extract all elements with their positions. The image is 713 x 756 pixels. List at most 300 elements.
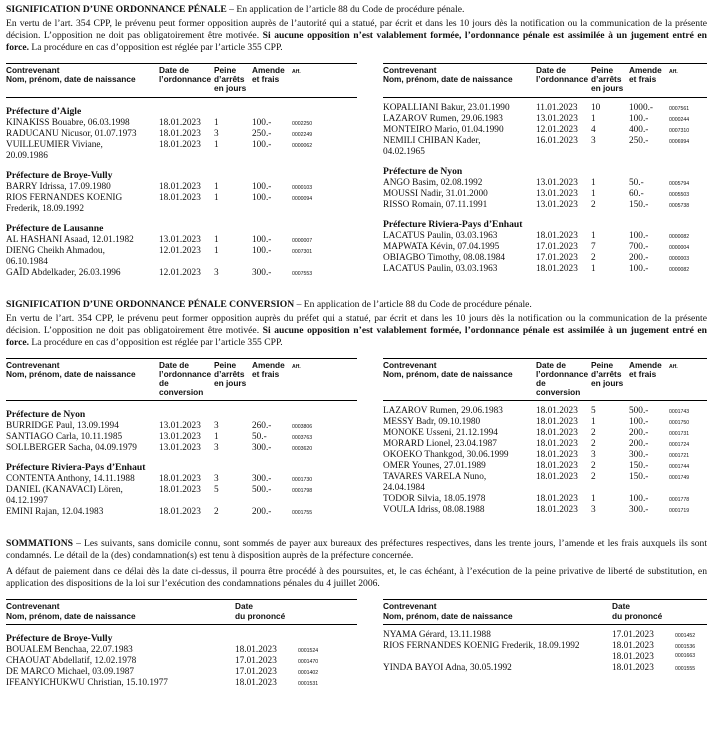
cell-amende: 500.- — [252, 485, 272, 496]
cell-peine: 1 — [214, 181, 219, 192]
cell-amende: 300.- — [252, 443, 272, 454]
cell-peine: 1 — [214, 245, 219, 256]
prefecture-heading: Préfecture de Broye-Vully — [6, 169, 113, 181]
cell-peine: 5 — [214, 485, 219, 496]
table-header — [6, 359, 357, 398]
cell-peine: 1 — [214, 139, 219, 150]
header-rule — [6, 624, 357, 625]
cell-aff: 0007301 — [292, 248, 313, 255]
header-peine: Peine d’arrêts en jours — [214, 65, 247, 94]
cell-aff: 0007310 — [669, 127, 690, 134]
cell-date: 12.01.2023 — [159, 245, 201, 256]
prefecture-heading: Préfecture de Nyon — [6, 409, 86, 421]
table-row — [6, 140, 357, 162]
cell-aff: 0006994 — [669, 138, 690, 145]
cell-aff: 0001798 — [292, 488, 313, 495]
table-header — [6, 64, 357, 94]
cell-contrevenant: GAÏD Abdelkader, 26.03.1996 — [6, 267, 121, 278]
section-subtitle: – En application de l’article 88 du Code de procédure pénale. — [294, 298, 532, 310]
cell-peine: 1 — [591, 113, 596, 124]
table-row — [383, 439, 707, 450]
cell-contrevenant: NYAMA Gérard, 13.11.1988 — [383, 629, 491, 640]
table-row — [383, 103, 707, 114]
cell-peine: 1 — [591, 188, 596, 199]
cell-contrevenant: BARRY Idrissa, 17.09.1980 — [6, 181, 111, 192]
cell-peine: 2 — [591, 439, 596, 450]
table-row — [6, 421, 357, 432]
cell-contrevenant: LACATUS Paulin, 03.03.1963 — [383, 263, 498, 274]
cell-date: 18.01.2023 — [536, 406, 578, 417]
header-date: Date du prononcé — [235, 601, 286, 621]
section-ordonnance-conversion — [6, 299, 707, 519]
prefecture-heading: Préfecture d’Aigle — [6, 105, 82, 117]
cell-contrevenant: LAZAROV Rumen, 29.06.1983 — [383, 406, 503, 417]
table-row — [6, 432, 357, 443]
cell-date: 13.01.2023 — [536, 177, 578, 188]
cell-amende: 250.- — [629, 135, 649, 146]
cell-date: 18.01.2023 — [159, 128, 201, 139]
cell-contrevenant: KINAKISS Bouabre, 06.03.1998 — [6, 117, 130, 128]
header-amende: Amende et frais — [629, 359, 662, 379]
cell-contrevenant: RADUCANU Nicusor, 01.07.1973 — [6, 128, 137, 139]
header-aff: Aff. — [669, 363, 678, 370]
prefecture-heading: Préfecture Riviera-Pays d’Enhaut — [6, 462, 146, 474]
cell-amende: 100.- — [252, 192, 272, 203]
table-row — [6, 656, 357, 667]
table-row — [6, 235, 357, 246]
cell-aff: 0000004 — [669, 244, 690, 251]
cell-contrevenant: TODOR Silvia, 18.05.1978 — [383, 494, 486, 505]
header-contrevenant: Contrevenant Nom, prénom, date de naissance — [6, 601, 136, 621]
intro-text: En vertu de l’art. 354 CPP, le prévenu peut former opposition auprès du préfet qui a statué, par écrit et dans les 10 jours dès la notification ou la communication de la présente décision. L’opposition ne doit pas obligatoirement être motivée. — [6, 312, 707, 336]
cell-peine: 2 — [591, 472, 596, 483]
cell-amende: 100.- — [629, 230, 649, 241]
cell-aff: 0001731 — [669, 431, 690, 438]
cell-peine: 4 — [591, 124, 596, 135]
cell-contrevenant: OMER Younes, 27.01.1989 — [383, 461, 486, 472]
cell-amende: 700.- — [629, 241, 649, 252]
header-peine: Peine d’arrêts en jours — [591, 65, 624, 94]
section-title: SOMMATIONS — [6, 538, 73, 550]
section-subtitle: – En application de l’article 88 du Code de procédure pénale. — [226, 4, 465, 15]
cell-date: 18.01.2023 — [159, 507, 201, 518]
cell-amende: 100.- — [252, 181, 272, 192]
cell-contrevenant: MORARD Lionel, 23.04.1987 — [383, 439, 497, 450]
cell-date: 12.01.2023 — [159, 267, 201, 278]
cell-date: 17.01.2023 — [536, 241, 578, 252]
cell-amende: 100.- — [252, 117, 272, 128]
cell-amende: 200.- — [629, 428, 649, 439]
cell-aff: 0001721 — [669, 453, 690, 460]
header-peine: Peine d’arrêts en jours — [591, 359, 624, 389]
table-row — [6, 507, 357, 518]
table-left — [6, 599, 357, 688]
cell-contrevenant: MONOKE Usseni, 21.12.1994 — [383, 428, 498, 439]
cell-contrevenant: MONTEIRO Mario, 01.04.1990 — [383, 124, 504, 135]
table-right — [383, 63, 707, 279]
cell-amende: 250.- — [252, 128, 272, 139]
cell-contrevenant: ANGO Basim, 02.08.1992 — [383, 177, 483, 188]
cell-amende: 100.- — [252, 139, 272, 150]
table-row — [6, 182, 357, 193]
cell-aff: 0002249 — [292, 131, 313, 138]
cell-aff: 0001524 — [298, 647, 319, 654]
cell-date: 18.01.2023 — [536, 472, 578, 483]
cell-peine: 2 — [591, 428, 596, 439]
cell-aff: 0001452 — [675, 632, 696, 639]
cell-aff: 0003763 — [292, 435, 313, 442]
cell-amende: 150.- — [629, 472, 649, 483]
cell-aff: 0005738 — [669, 202, 690, 209]
cell-date: 16.01.2023 — [536, 135, 578, 146]
cell-peine: 3 — [214, 267, 219, 278]
cell-contrevenant: IFEANYICHUKWU Christian, 15.10.1977 — [6, 677, 168, 688]
table-row — [6, 246, 357, 268]
cell-date: 18.01.2023 — [536, 263, 578, 274]
intro-text-end: La procédure en cas d’opposition est réglée par l’article 355 CPP. — [29, 42, 283, 53]
prefecture-heading: Préfecture de Nyon — [383, 165, 463, 177]
table-row — [383, 189, 707, 200]
section-heading — [6, 4, 707, 16]
cell-date: 13.01.2023 — [159, 443, 201, 454]
cell-amende: 100.- — [629, 494, 649, 505]
cell-contrevenant: KOPALLIANI Bakur, 23.01.1990 — [383, 102, 510, 113]
cell-aff: 0001724 — [669, 442, 690, 449]
cell-date: 18.01.2023 — [235, 644, 277, 655]
cell-aff: 0001719 — [669, 508, 690, 515]
cell-aff: 0003620 — [292, 446, 313, 453]
cell-aff: 0001744 — [669, 464, 690, 471]
cell-date: 18.01.2023 — [536, 505, 578, 516]
header-amende: Amende et frais — [252, 65, 285, 85]
section-heading — [6, 299, 707, 311]
cell-peine: 3 — [591, 450, 596, 461]
table-row — [383, 253, 707, 264]
cell-date: 13.01.2023 — [159, 432, 201, 443]
intro-text-end: La procédure en cas d’opposition est réglée par l’article 355 CPP. — [29, 336, 283, 348]
table-header — [383, 64, 707, 94]
header-date: Date de l’ordonnance de conversion — [536, 359, 589, 398]
table-header — [383, 600, 707, 620]
header-amende: Amende et frais — [629, 65, 662, 85]
cell-peine: 7 — [591, 241, 596, 252]
cell-date: 17.01.2023 — [235, 666, 277, 677]
cell-amende: 50.- — [629, 177, 644, 188]
section-title: SIGNIFICATION D’UNE ORDONNANCE PÉNALE CONVERSION — [6, 298, 295, 310]
cell-amende: 300.- — [629, 505, 649, 516]
cell-aff: 0005503 — [669, 191, 690, 198]
cell-aff: 0000244 — [669, 116, 690, 123]
table-row — [6, 193, 357, 215]
table-row — [383, 663, 707, 674]
notice-page — [6, 4, 707, 689]
cell-contrevenant: OBIAGBO Timothy, 08.08.1984 — [383, 252, 506, 263]
cell-date: 18.01.2023 — [159, 192, 201, 203]
cell-date: 18.01.2023 18.01.2023 — [612, 640, 654, 662]
cell-aff: 0001730 — [292, 477, 313, 484]
section-intro — [6, 313, 707, 349]
cell-peine: 3 — [591, 505, 596, 516]
cell-contrevenant: AL HASHANI Asaad, 12.01.1982 — [6, 234, 134, 245]
prefecture-heading: Préfecture de Lausanne — [6, 222, 104, 234]
cell-date: 18.01.2023 — [159, 181, 201, 192]
cell-date: 18.01.2023 — [159, 117, 201, 128]
header-rule — [6, 400, 357, 401]
cell-contrevenant: MOUSSI Nadir, 31.01.2000 — [383, 188, 488, 199]
cell-aff: 0001743 — [669, 409, 690, 416]
table-header — [6, 600, 357, 620]
header-date: Date de l’ordonnance — [159, 65, 212, 85]
cell-peine: 1 — [591, 263, 596, 274]
table-row — [6, 443, 357, 454]
cell-contrevenant: BOUALEM Benchaa, 22.07.1983 — [6, 644, 133, 655]
cell-aff: 0000003 — [669, 255, 690, 262]
cell-peine: 3 — [214, 421, 219, 432]
header-date: Date de l’ordonnance de conversion — [159, 359, 212, 398]
header-amende: Amende et frais — [252, 359, 285, 379]
cell-aff: 0000094 — [292, 195, 313, 202]
cell-date: 18.01.2023 — [536, 439, 578, 450]
header-aff: Aff. — [669, 69, 678, 75]
section-sommations — [6, 538, 707, 688]
cell-date: 13.01.2023 — [536, 188, 578, 199]
cell-peine: 10 — [591, 102, 601, 113]
cell-contrevenant: CHAOUAT Abdellatif, 12.02.1978 — [6, 655, 137, 666]
cell-amende: 200.- — [252, 507, 272, 518]
header-date: Date de l’ordonnance — [536, 65, 589, 85]
cell-amende: 50.- — [252, 432, 267, 443]
cell-peine: 3 — [214, 128, 219, 139]
cell-contrevenant: VUILLEUMIER Viviane, 20.09.1986 — [6, 139, 103, 161]
cell-peine: 1 — [214, 234, 219, 245]
cell-peine: 2 — [591, 252, 596, 263]
cell-contrevenant: CONTENTA Anthony, 14.11.1988 — [6, 474, 135, 485]
cell-date: 13.01.2023 — [536, 199, 578, 210]
table-columns — [6, 599, 707, 688]
cell-amende: 300.- — [629, 450, 649, 461]
cell-peine: 2 — [591, 461, 596, 472]
table-row — [383, 472, 707, 494]
section-ordonnance-penale — [6, 4, 707, 279]
table-row — [383, 428, 707, 439]
cell-peine: 2 — [214, 507, 219, 518]
cell-contrevenant: LACATUS Paulin, 03.03.1963 — [383, 230, 498, 241]
table-row — [383, 242, 707, 253]
cell-contrevenant: TAVARES VARELA Nuno, 24.04.1984 — [383, 472, 487, 494]
cell-peine: 1 — [591, 417, 596, 428]
cell-amende: 100.- — [252, 234, 272, 245]
table-row — [383, 178, 707, 189]
table-row — [383, 200, 707, 211]
table-row — [6, 667, 357, 678]
cell-aff: 0001531 — [298, 680, 319, 687]
cell-peine: 3 — [214, 443, 219, 454]
cell-contrevenant: RIOS FERNANDES KOENIG Frederik, 18.09.1992 — [6, 192, 123, 214]
cell-amende: 200.- — [629, 439, 649, 450]
section-title: SIGNIFICATION D’UNE ORDONNANCE PÉNALE — [6, 4, 227, 15]
cell-amende: 300.- — [252, 267, 272, 278]
cell-date: 13.01.2023 — [536, 113, 578, 124]
cell-contrevenant: RIOS FERNANDES KOENIG Frederik, 18.09.1992 — [383, 640, 580, 651]
cell-peine: 1 — [591, 494, 596, 505]
cell-amende: 150.- — [629, 199, 649, 210]
table-left — [6, 358, 357, 519]
cell-date: 18.01.2023 — [536, 428, 578, 439]
header-rule — [6, 97, 357, 98]
cell-aff: 0000082 — [669, 266, 690, 273]
cell-amende: 260.- — [252, 421, 272, 432]
cell-amende: 100.- — [252, 245, 272, 256]
cell-peine: 1 — [214, 117, 219, 128]
table-row — [383, 136, 707, 158]
cell-date: 18.01.2023 — [159, 485, 201, 496]
cell-peine: 1 — [214, 432, 219, 443]
table-row — [6, 474, 357, 485]
cell-contrevenant: LAZAROV Rumen, 29.06.1983 — [383, 113, 503, 124]
section-intro: A défaut de paiement dans ce délai dès la date ci-dessus, il pourra être procédé à des poursuites, et, le cas échéant, à l’exécution de la peine privative de liberté de substitution, en application des dispositions de la loi sur l’exécution des condamnations pénales du 4 juillet 2006. — [6, 566, 707, 590]
cell-amende: 200.- — [629, 252, 649, 263]
cell-date: 11.01.2023 — [536, 102, 578, 113]
cell-contrevenant: VOULA Idriss, 08.08.1988 — [383, 505, 485, 516]
cell-contrevenant: DIENG Cheikh Ahmadou, 06.10.1984 — [6, 245, 105, 267]
cell-contrevenant: DE MARCO Michael, 03.09.1987 — [6, 666, 135, 677]
cell-contrevenant: MESSY Badr, 09.10.1980 — [383, 417, 481, 428]
cell-aff: 0000103 — [292, 184, 313, 191]
cell-peine: 1 — [214, 192, 219, 203]
cell-aff: 0007561 — [669, 105, 690, 112]
table-columns — [6, 63, 707, 279]
cell-amende: 1000.- — [629, 102, 654, 113]
cell-aff: 0001749 — [669, 475, 690, 482]
cell-contrevenant: MAPWATA Kévin, 07.04.1995 — [383, 241, 500, 252]
cell-aff: 0001750 — [669, 420, 690, 427]
cell-aff: 0003806 — [292, 424, 313, 431]
cell-aff: 0000062 — [292, 142, 313, 149]
cell-date: 18.01.2023 — [536, 461, 578, 472]
table-row — [383, 231, 707, 242]
cell-peine: 3 — [591, 135, 596, 146]
table-row — [6, 268, 357, 279]
cell-aff: 0000082 — [669, 233, 690, 240]
cell-aff: 0005794 — [669, 180, 690, 187]
header-contrevenant: Contrevenant Nom, prénom, date de naissance — [383, 601, 513, 621]
intro-text: En vertu de l’art. 354 CPP, le prévenu peut former opposition auprès de l’autorité qui a statué, par écrit et dans les 10 jours dès la notification ou la communication de la présente décision. L’opposition ne doit pas obligatoirement être motivée. — [6, 18, 707, 41]
table-row — [383, 417, 707, 428]
table-row — [383, 494, 707, 505]
table-header — [383, 359, 707, 398]
cell-contrevenant: DANIEL (KANAVACI) Lören, 04.12.1997 — [6, 485, 123, 507]
cell-contrevenant: SOLLBERGER Sacha, 04.09.1979 — [6, 443, 137, 454]
table-columns — [6, 358, 707, 519]
cell-amende: 60.- — [629, 188, 644, 199]
cell-aff: 0001555 — [675, 665, 696, 672]
table-left — [6, 63, 357, 279]
cell-aff: 0000007 — [292, 237, 313, 244]
cell-date: 18.01.2023 — [536, 417, 578, 428]
cell-aff: 0001778 — [669, 497, 690, 504]
cell-amende: 150.- — [629, 461, 649, 472]
cell-date: 18.01.2023 — [536, 230, 578, 241]
cell-date: 18.01.2023 — [159, 474, 201, 485]
table-row — [6, 645, 357, 656]
cell-amende: 500.- — [629, 406, 649, 417]
cell-peine: 3 — [214, 474, 219, 485]
cell-date: 18.01.2023 — [536, 494, 578, 505]
cell-date: 17.01.2023 — [235, 655, 277, 666]
cell-contrevenant: OKOEKO Thankgod, 30.06.1999 — [383, 450, 509, 461]
prefecture-heading: Préfecture Riviera-Pays d’Enhaut — [383, 218, 523, 230]
cell-contrevenant: RISSO Romain, 07.11.1991 — [383, 199, 488, 210]
cell-amende: 400.- — [629, 124, 649, 135]
cell-contrevenant: EMINI Rajan, 12.04.1983 — [6, 507, 104, 518]
cell-contrevenant: YINDA BAYOI Adna, 30.05.1992 — [383, 662, 512, 673]
section-subtitle: – Les suivants, sans domicile connu, sont sommés de payer aux bureaux des préfectures respectives, dans les trente jours, l’amende et les frais auxquels ils sont condamnés. Le détail de la (des) condamnation(s) est tenu à disposition auprès de la préfecture concernée. — [6, 538, 707, 562]
cell-date: 18.01.2023 — [159, 139, 201, 150]
table-right — [383, 599, 707, 688]
cell-peine: 5 — [591, 406, 596, 417]
header-aff: Aff. — [292, 363, 301, 370]
table-row — [383, 125, 707, 136]
cell-contrevenant: NEMILI CHIBAN Kader, 04.02.1965 — [383, 135, 481, 157]
cell-date: 13.01.2023 — [159, 234, 201, 245]
table-row — [383, 630, 707, 641]
cell-amende: 100.- — [629, 263, 649, 274]
cell-date: 17.01.2023 — [536, 252, 578, 263]
table-row — [383, 406, 707, 417]
cell-aff: 0001536 0001663 — [675, 643, 696, 659]
table-row — [383, 450, 707, 461]
header-contrevenant: Contrevenant Nom, prénom, date de naissance — [383, 359, 513, 379]
cell-contrevenant: BURRIDGE Paul, 13.09.1994 — [6, 421, 119, 432]
header-contrevenant: Contrevenant Nom, prénom, date de naissance — [6, 65, 136, 85]
table-row — [6, 129, 357, 140]
cell-peine: 1 — [591, 177, 596, 188]
table-row — [6, 678, 357, 689]
cell-aff: 0002250 — [292, 120, 313, 127]
cell-peine: 2 — [591, 199, 596, 210]
cell-date: 18.01.2023 — [612, 662, 654, 673]
cell-date: 17.01.2023 — [612, 629, 654, 640]
cell-amende: 300.- — [252, 474, 272, 485]
cell-peine: 1 — [591, 230, 596, 241]
cell-date: 18.01.2023 — [536, 450, 578, 461]
table-row — [383, 641, 707, 663]
section-intro — [6, 18, 707, 54]
cell-aff: 0007553 — [292, 270, 313, 277]
header-date: Date du prononcé — [612, 601, 663, 621]
intro-bold-text: Si aucune opposition n’est valablement formée, l’ordonnance pénale est assimilée à un jugement entré en force. — [6, 30, 708, 53]
cell-aff: 0001755 — [292, 510, 313, 517]
cell-amende: 100.- — [629, 417, 649, 428]
section-heading — [6, 538, 707, 562]
cell-date: 18.01.2023 — [235, 677, 277, 688]
header-contrevenant: Contrevenant Nom, prénom, date de naissance — [383, 65, 513, 85]
intro-bold-text: Si aucune opposition n’est valablement formée, l’ordonnance pénale est assimilée à un jugement entré en force. — [6, 324, 708, 348]
cell-aff: 0001402 — [298, 669, 319, 676]
header-contrevenant: Contrevenant Nom, prénom, date de naissance — [6, 359, 136, 379]
cell-date: 12.01.2023 — [536, 124, 578, 135]
table-row — [383, 114, 707, 125]
table-row — [6, 485, 357, 507]
cell-aff: 0001470 — [298, 658, 319, 665]
table-row — [383, 461, 707, 472]
header-aff: Aff. — [292, 69, 301, 75]
table-right — [383, 358, 707, 519]
prefecture-heading: Préfecture de Broye-Vully — [6, 632, 113, 644]
table-row — [383, 505, 707, 516]
header-peine: Peine d’arrêts en jours — [214, 359, 247, 389]
cell-date: 13.01.2023 — [159, 421, 201, 432]
